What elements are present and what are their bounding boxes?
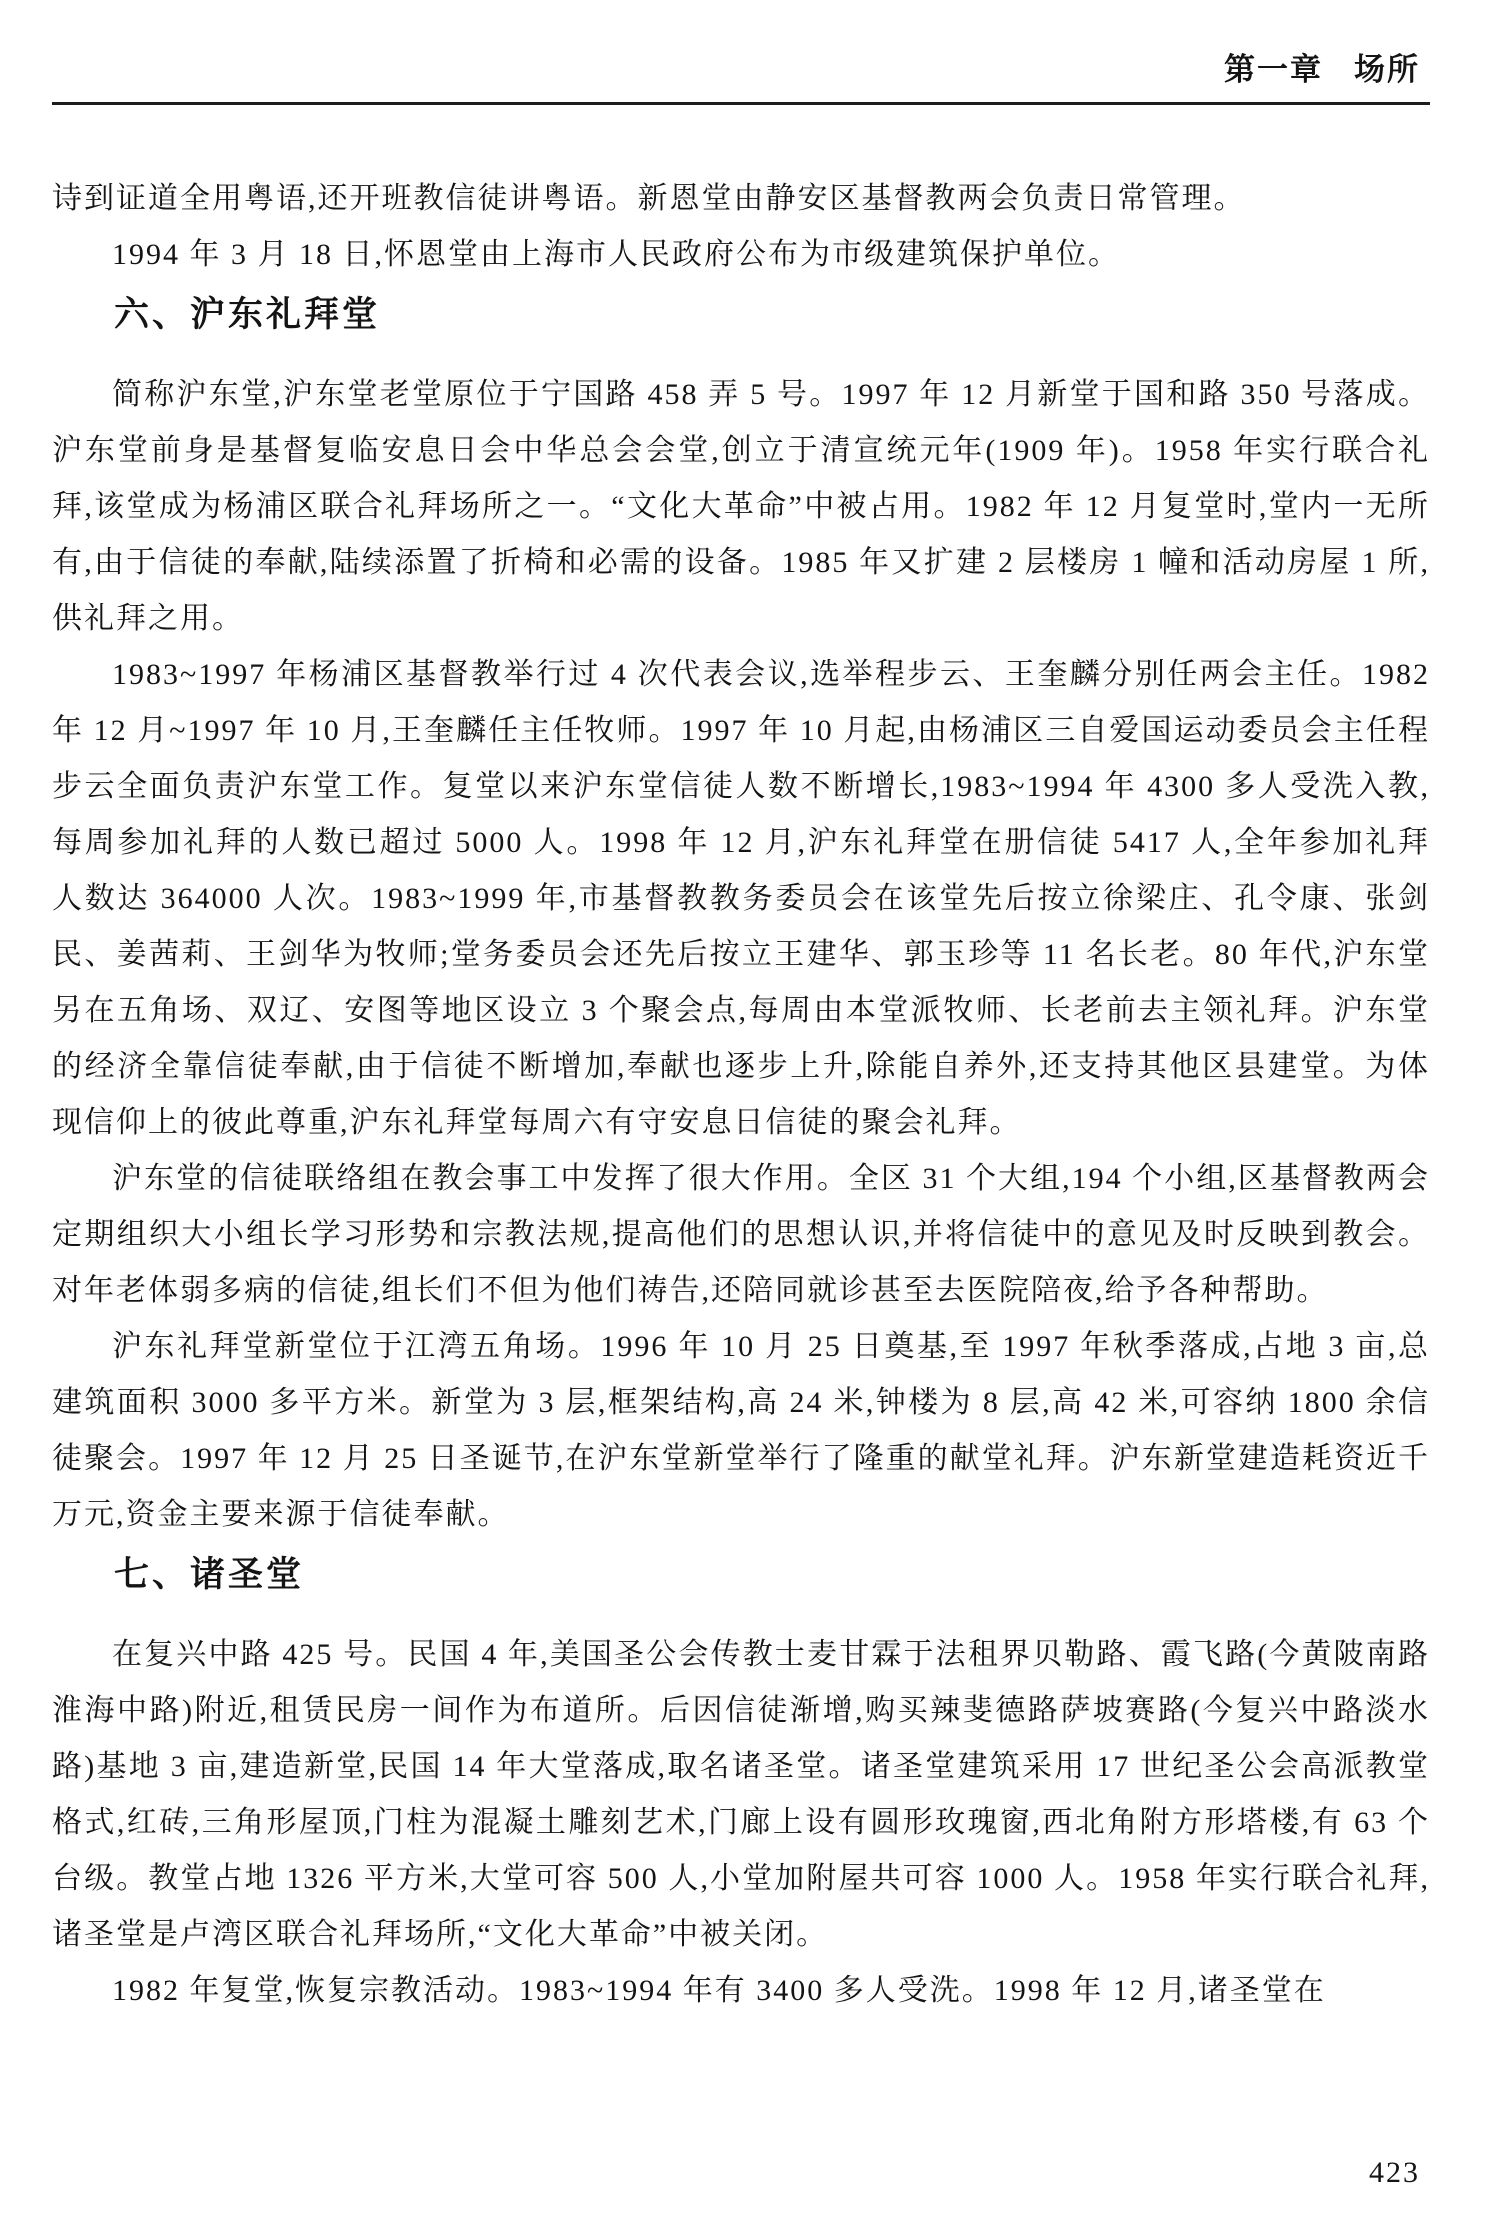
page-number: 423 [1369, 2156, 1420, 2189]
chapter-section-label: 场所 [1354, 52, 1420, 87]
intro-paragraph-continuation: 诗到证道全用粤语,还开班教信徒讲粤语。新恩堂由静安区基督教两会负责日常管理。 [52, 182, 1246, 215]
intro-paragraph: 1994 年 3 月 18 日,怀恩堂由上海市人民政府公布为市级建筑保护单位。 [112, 238, 1120, 271]
chapter-label: 第一章 [1224, 52, 1323, 87]
paragraph: 沪东堂的信徒联络组在教会事工中发挥了很大作用。全区 31 个大组,194 个小组,区基督教两会定期组织大小组长学习形势和宗教法规,提高他们的思想认识,并将信徒中的意见及时反映到教会。对年老体弱多病的信徒,组长们不但为他们祷告,还陪同就诊甚至去医院陪夜,给予各种帮助。 [52, 1162, 1430, 1307]
section-heading-all-saints-church: 七、诸圣堂 [114, 1555, 305, 1594]
paragraph: 在复兴中路 425 号。民国 4 年,美国圣公会传教士麦甘霖于法租界贝勒路、霞飞路(今黄陂南路淮海中路)附近,租赁民房一间作为布道所。后因信徒渐增,购买辣斐德路萨坡赛路(今复兴中路淡水路)基地 3 亩,建造新堂,民国 14 年大堂落成,取名诸圣堂。诸圣堂建筑采用 17 世纪圣公会高派教堂格式,红砖,三角形屋顶,门柱为混凝土雕刻艺术,门廊上设有圆形玫瑰窗,西北角附方形塔楼,有 63 个台级。教堂占地 1326 平方米,大堂可容 500 人,小堂加附屋共可容 1000 人。1958 年实行联合礼拜,诸圣堂是卢湾区联合礼拜场所,“文化大革命”中被关闭。 [52, 1638, 1430, 1951]
page-body [52, 171, 1430, 2019]
paragraph: 1982 年复堂,恢复宗教活动。1983~1994 年有 3400 多人受洗。1998 年 12 月,诸圣堂在 [112, 1974, 1326, 2007]
header-rule [52, 102, 1430, 105]
running-header [52, 52, 1430, 88]
paragraph: 简称沪东堂,沪东堂老堂原位于宁国路 458 弄 5 号。1997 年 12 月新堂于国和路 350 号落成。沪东堂前身是基督复临安息日会中华总会会堂,创立于清宣统元年(1909 年)。1958 年实行联合礼拜,该堂成为杨浦区联合礼拜场所之一。“文化大革命”中被占用。1982 年 12 月复堂时,堂内一无所有,由于信徒的奉献,陆续添置了折椅和必需的设备。1985 年又扩建 2 层楼房 1 幢和活动房屋 1 所,供礼拜之用。 [52, 378, 1430, 635]
section-heading-hudong-church: 六、沪东礼拜堂 [114, 295, 381, 334]
paragraph: 沪东礼拜堂新堂位于江湾五角场。1996 年 10 月 25 日奠基,至 1997 年秋季落成,占地 3 亩,总建筑面积 3000 多平方米。新堂为 3 层,框架结构,高 24 米,钟楼为 8 层,高 42 米,可容纳 1800 余信徒聚会。1997 年 12 月 25 日圣诞节,在沪东堂新堂举行了隆重的献堂礼拜。沪东新堂建造耗资近千万元,资金主要来源于信徒奉献。 [52, 1330, 1430, 1531]
paragraph: 1983~1997 年杨浦区基督教举行过 4 次代表会议,选举程步云、王奎麟分别任两会主任。1982 年 12 月~1997 年 10 月,王奎麟任主任牧师。1997 年 10 月起,由杨浦区三自爱国运动委员会主任程步云全面负责沪东堂工作。复堂以来沪东堂信徒人数不断增长,1983~1994 年 4300 多人受洗入教,每周参加礼拜的人数已超过 5000 人。1998 年 12 月,沪东礼拜堂在册信徒 5417 人,全年参加礼拜人数达 364000 人次。1983~1999 年,市基督教教务委员会在该堂先后按立徐梁庄、孔令康、张剑民、姜茜莉、王剑华为牧师;堂务委员会还先后按立王建华、郭玉珍等 11 名长老。80 年代,沪东堂另在五角场、双辽、安图等地区设立 3 个聚会点,每周由本堂派牧师、长老前去主领礼拜。沪东堂的经济全靠信徒奉献,由于信徒不断增加,奉献也逐步上升,除能自养外,还支持其他区县建堂。为体现信仰上的彼此尊重,沪东礼拜堂每周六有守安息日信徒的聚会礼拜。 [52, 658, 1430, 1139]
